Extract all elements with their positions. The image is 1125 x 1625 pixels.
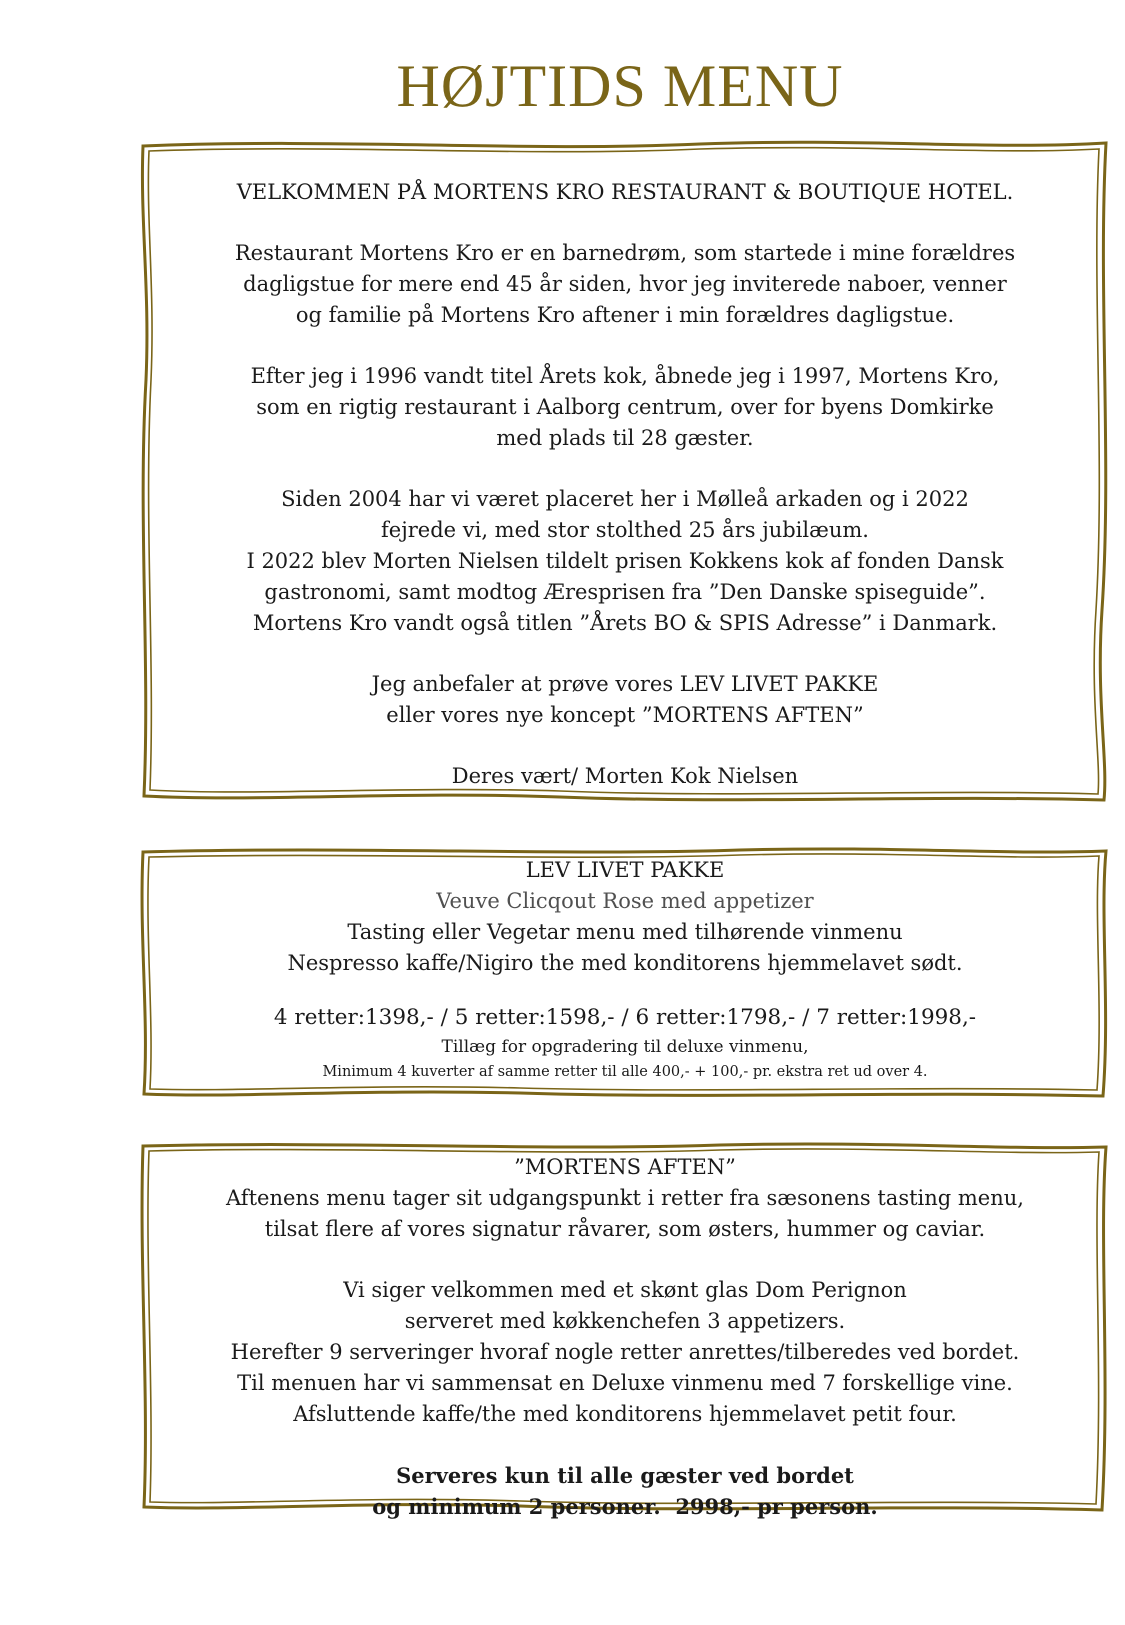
welcome-paragraph-4: Jeg anbefaler at prøve vores LEV LIVET PAKKE eller vores nye koncept ”MORTENS AFTEN” bbox=[371, 672, 879, 727]
mortens-aften-box bbox=[140, 1142, 1110, 1519]
welcome-signature: Deres vært/ Morten Kok Nielsen bbox=[451, 764, 799, 788]
mortens-aften-paragraph-3: Serveres kun til alle gæster ved bordet og minimum 2 personer. 2998,- pr person. bbox=[372, 1463, 878, 1519]
welcome-heading: VELKOMMEN PÅ MORTENS KRO RESTAURANT & BOUTIQUE HOTEL. bbox=[236, 180, 1014, 204]
welcome-paragraph-1: Restaurant Mortens Kro er en barnedrøm, som startede i mine forældres dagligstue for mere end 45 år siden, hvor jeg inviterede naboer, venner og familie på Mortens Kro aftener i min forældres dagligstue. bbox=[234, 241, 1016, 327]
lev-livet-minimum: Minimum 4 kuverter af samme retter til alle 400,- + 100,- pr. ekstra ret ud over 4. bbox=[322, 1064, 928, 1080]
mortens-aften-paragraph-2: Vi siger velkommen med et skønt glas Dom Perignon serveret med køkkenchefen 3 appetizers. Herefter 9 serveringer hvoraf nogle retter anrettes/tilberedes ved bordet. Til menuen har vi sammensat en Deluxe vinmenu med 7 forskellige vine. Afsluttende kaffe/the med konditorens hjemmelavet petit four. bbox=[230, 1278, 1020, 1426]
lev-livet-heading: LEV LIVET PAKKE bbox=[525, 858, 725, 882]
mortens-aften-paragraph-1: Aftenens menu tager sit udgangspunkt i retter fra sæsonens tasting menu, tilsat flere af vores signatur råvarer, som østers, hummer og caviar. bbox=[226, 1186, 1024, 1241]
welcome-paragraph-2: Efter jeg i 1996 vandt titel Årets kok, åbnede jeg i 1997, Mortens Kro, som en rigtig restaurant i Aalborg centrum, over for byens Domkirke med plads til 28 gæster. bbox=[250, 364, 1000, 450]
mortens-aften-heading: ”MORTENS AFTEN” bbox=[514, 1155, 736, 1179]
lev-livet-subheading: Veuve Clicqout Rose med appetizer bbox=[436, 889, 814, 913]
lev-livet-box bbox=[140, 847, 1110, 1100]
welcome-paragraph-3: Siden 2004 har vi været placeret her i Mølleå arkaden og i 2022 fejrede vi, med stor stolthed 25 års jubilæum. I 2022 blev Morten Nielsen tildelt prisen Kokkens kok af fonden Dansk gastronomi, samt modtog Æresprisen fra ”Den Danske spiseguide”. Mortens Kro vandt også titlen ”Årets BO & SPIS Adresse” i Danmark. bbox=[246, 487, 1004, 635]
lev-livet-upgrade: Tillæg for opgradering til deluxe vinmenu, bbox=[441, 1037, 809, 1057]
lev-livet-line-1: Tasting eller Vegetar menu med tilhørende vinmenu bbox=[347, 920, 903, 944]
page-title: HØJTIDS MENU bbox=[396, 53, 844, 119]
lev-livet-line-2: Nespresso kaffe/Nigiro the med konditorens hjemmelavet sødt. bbox=[287, 951, 963, 975]
welcome-box bbox=[140, 140, 1110, 805]
lev-livet-prices: 4 retter:1398,- / 5 retter:1598,- / 6 retter:1798,- / 7 retter:1998,- bbox=[273, 1005, 977, 1030]
